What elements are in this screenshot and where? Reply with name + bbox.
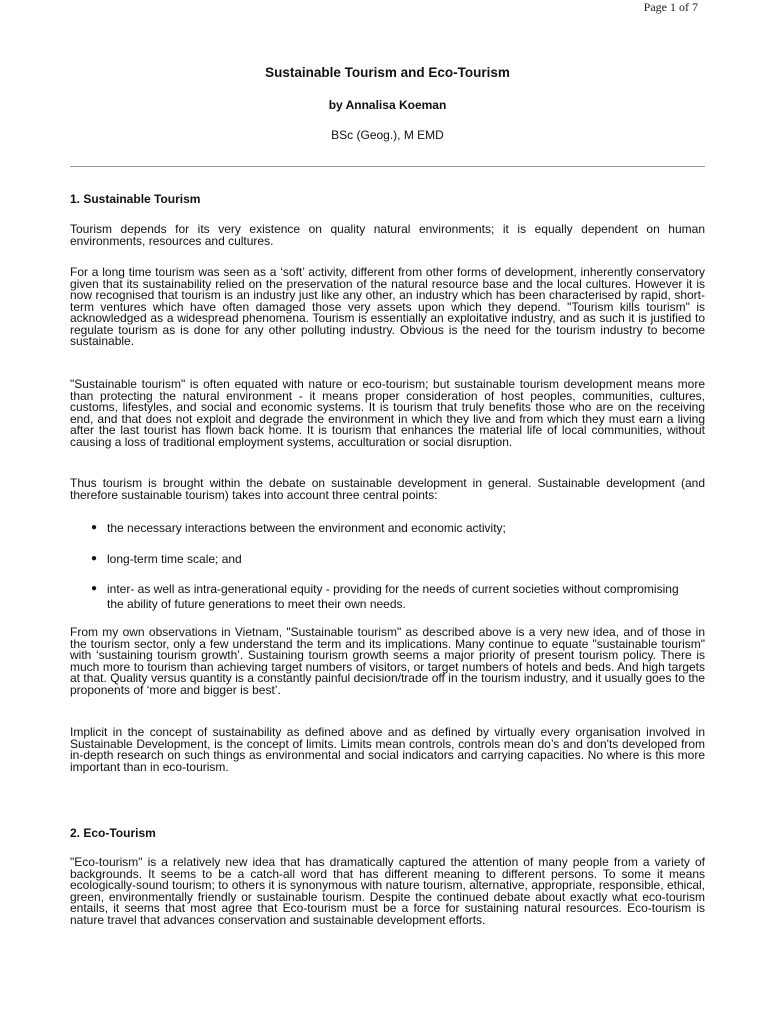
paragraph: Thus tourism is brought within the debate on sustainable development in general. Sustainable development (and therefore sustainable tourism) takes into account three central points: <box>70 476 705 502</box>
list-item-text: inter- as well as intra-generational equity - providing for the needs of current societies without compromising the ability of future generations to meet their own needs. <box>107 582 679 611</box>
list-item <box>91 521 691 536</box>
bullet-icon: ● <box>91 583 98 594</box>
paragraph: "Eco-tourism" is a relatively new idea that has dramatically captured the attention of many people from a variety of backgrounds. It seems to be a catch-all word that has different meaning to different persons. To some it means ecologically-sound tourism; to others it is synonymous with nature tourism, alternative, appropriate, responsible, ethical, green, environmentally friendly or sustainable tourism. Despite the continued debate about exactly what eco-tourism entails, it seems that most agree that Eco-tourism must be a force for sustaining natural resources. Eco-tourism is nature travel that advances conservation and sustainable development efforts. <box>70 855 705 927</box>
page-number: Page 1 of 7 <box>643 0 698 14</box>
paragraph: Tourism depends for its very existence on quality natural environments; it is equally dependent on human environments, resources and cultures. <box>70 222 705 248</box>
author-line: by Annalisa Koeman <box>328 98 447 112</box>
list-item <box>91 582 691 611</box>
paragraph: Implicit in the concept of sustainability as defined above and as defined by virtually every organisation involved in Sustainable Development, is the concept of limits. Limits mean controls, controls mean do’s and don'ts developed from in-depth research on such things as environmental and social indicators and carrying capacities. No where is this more important than in eco-tourism. <box>70 725 705 774</box>
list-item <box>91 552 691 567</box>
bullet-icon: ● <box>91 553 98 564</box>
list-item-text: the necessary interactions between the environment and economic activity; <box>107 521 506 535</box>
paragraph: From my own observations in Vietnam, "Sustainable tourism" as described above is a very new idea, and of those in the tourism sector, only a few understand the term and its implications. Many continue to equate "sustainable tourism" with ‘sustaining tourism growth’. Sustaining tourism growth seems a major priority of present tourism policy. There is much more to tourism than achieving target numbers of visitors, or target numbers of hotels and beds. And high targets at that. Quality versus quantity is a constantly painful decision/trade off in the tourism industry, and it usually goes to the proponents of ‘more and bigger is best’. <box>70 625 705 697</box>
paragraph: "Sustainable tourism" is often equated with nature or eco-tourism; but sustainable tourism development means more than protecting the natural environment - it means proper consideration of host peoples, communities, cultures, customs, lifestyles, and social and economic systems. It is tourism that truly benefits those who are on the receiving end, and that does not exploit and degrade the environment in which they live and from which they must earn a living after the last tourist has flown back home. It is tourism that enhances the material life of local communities, without causing a loss of traditional employment systems, acculturation or social disruption. <box>70 377 705 449</box>
bullet-icon: ● <box>91 522 98 533</box>
horizontal-divider <box>70 166 705 167</box>
paragraph: For a long time tourism was seen as a ‘soft’ activity, different from other forms of development, inherently conservatory given that its sustainability relied on the preservation of the natural resource base and the local cultures. However it is now recognised that tourism is an industry just like any other, an industry which has been characterised by rapid, short-term ventures which have often damaged those very assets upon which they depend. "Tourism kills tourism" is acknowledged as a widespread phenomena. Tourism is essentially an exploitative industry, and as such it is justified to regulate tourism as is done for any other polluting industry. Obvious is the need for the tourism industry to become sustainable. <box>70 265 705 348</box>
list-item-text: long-term time scale; and <box>107 552 242 566</box>
section-2-heading: 2. Eco-Tourism <box>70 826 156 840</box>
section-1-heading: 1. Sustainable Tourism <box>70 192 201 206</box>
credentials-line: BSc (Geog.), M EMD <box>331 128 444 142</box>
document-title: Sustainable Tourism and Eco-Tourism <box>265 65 510 80</box>
